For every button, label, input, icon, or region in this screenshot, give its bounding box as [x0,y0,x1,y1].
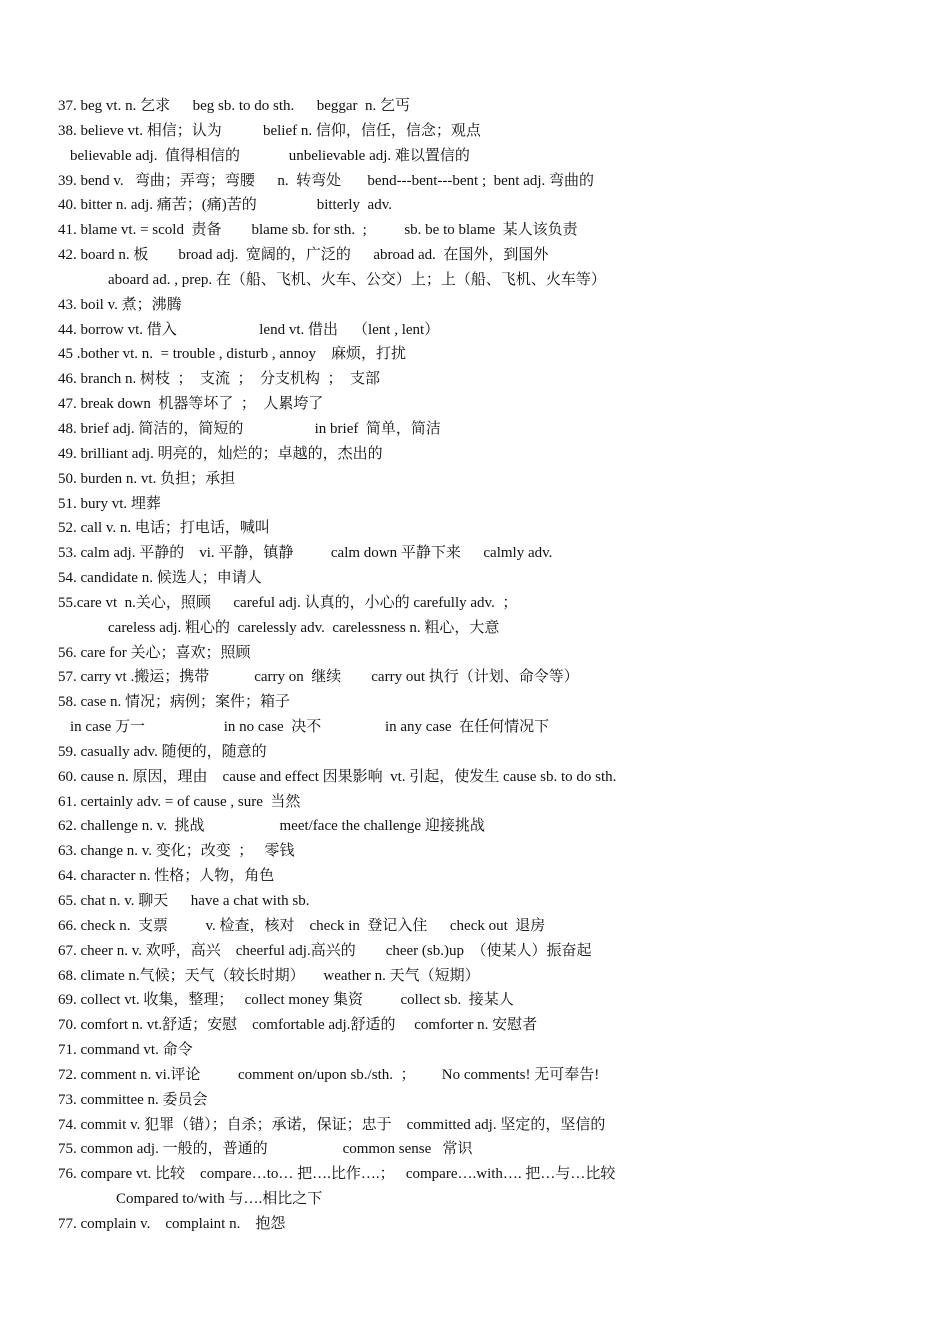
vocab-entry-41: 41. blame vt. = scold 责备 blame sb. for sth. ; sb. be to blame 某人该负责 [58,222,578,239]
vocab-entry-51: 51. bury vt. 埋葬 [58,495,161,512]
vocab-entry-38: 38. believe vt. 相信；认为 belief n. 信仰，信任，信念；观点 [58,122,481,139]
vocab-entry-42-continuation: aboard ad. , prep. 在（船、飞机、火车、公交）上；上（船、飞机、火车等） [108,271,606,288]
vocab-entry-47: 47. break down 机器等坏了 ； 人累垮了 [58,396,324,413]
vocab-entry-38-continuation: believable adj. 值得相信的 unbelievable adj. 难以置信的 [70,147,470,164]
vocab-entry-46: 46. branch n. 树枝 ； 支流 ； 分支机构 ； 支部 [58,371,381,388]
vocab-entry-43: 43. boil v. 煮；沸腾 [58,296,182,313]
vocabulary-list [58,94,918,1237]
vocab-entry-40: 40. bitter n. adj. 痛苦；(痛)苦的 bitterly adv. [58,197,392,214]
vocab-entry-39: 39. bend v. 弯曲；弄弯；弯腰 n. 转弯处 bend---bent---bent ; bent adj. 弯曲的 [58,172,595,189]
vocab-entry-64: 64. character n. 性格；人物，角色 [58,868,275,885]
vocab-entry-69: 69. collect vt. 收集，整理； collect money 集资 collect sb. 接某人 [58,992,514,1009]
vocab-entry-49: 49. brilliant adj. 明亮的，灿烂的；卓越的，杰出的 [58,445,383,462]
vocab-entry-52: 52. call v. n. 电话；打电话，喊叫 [58,520,270,537]
vocab-entry-44: 44. borrow vt. 借入 lend vt. 借出 （lent , lent） [58,321,440,338]
vocab-entry-48: 48. brief adj. 简洁的，简短的 in brief 简单，简洁 [58,420,441,437]
vocab-entry-72: 72. comment n. vi.评论 comment on/upon sb./sth. ； No comments! 无可奉告! [58,1066,600,1083]
vocab-entry-58-continuation: in case 万一 in no case 决不 in any case 在任何情况下 [70,719,550,736]
vocab-entry-59: 59. casually adv. 随便的，随意的 [58,743,267,760]
vocab-entry-57: 57. carry vt .搬运；携带 carry on 继续 carry out 执行（计划、命令等） [58,669,579,686]
vocab-entry-55: 55.care vt n.关心，照顾 careful adj. 认真的，小心的 carefully adv. ； [58,594,518,611]
vocab-entry-71: 71. command vt. 命令 [58,1042,193,1059]
vocab-entry-42: 42. board n. 板 broad adj. 宽阔的，广泛的 abroad ad. 在国外，到国外 [58,247,549,264]
vocab-entry-63: 63. change n. v. 变化；改变 ； 零钱 [58,843,295,860]
vocab-entry-76: 76. compare vt. 比较 compare…to… 把….比作….； compare….with…. 把…与…比较 [58,1166,616,1183]
vocab-entry-61: 61. certainly adv. = of cause , sure 当然 [58,793,301,810]
vocab-entry-58: 58. case n. 情况；病例；案件；箱子 [58,694,291,711]
vocab-entry-60: 60. cause n. 原因，理由 cause and effect 因果影响 vt. 引起，使发生 cause sb. to do sth. [58,768,617,785]
vocab-entry-37: 37. beg vt. n. 乞求 beg sb. to do sth. beggar n. 乞丐 [58,98,411,114]
vocab-entry-74: 74. commit v. 犯罪（错）；自杀；承诺，保证；忠于 committed adj. 坚定的，坚信的 [58,1116,606,1133]
vocab-entry-75: 75. common adj. 一般的，普通的 common sense 常识 [58,1141,473,1158]
vocab-entry-62: 62. challenge n. v. 挑战 meet/face the challenge 迎接挑战 [58,818,485,835]
vocab-entry-66: 66. check n. 支票 v. 检查，核对 check in 登记入住 check out 退房 [58,917,546,934]
vocab-entry-76-continuation: Compared to/with 与….相比之下 [116,1191,323,1208]
vocab-entry-70: 70. comfort n. vt.舒适；安慰 comfortable adj.舒适的 comforter n. 安慰者 [58,1017,538,1034]
vocab-entry-56: 56. care for 关心；喜欢；照顾 [58,644,251,661]
vocab-entry-77: 77. complain v. complaint n. 抱怨 [58,1215,286,1232]
vocab-entry-50: 50. burden n. vt. 负担；承担 [58,470,236,487]
vocab-entry-73: 73. committee n. 委员会 [58,1091,208,1108]
vocab-entry-54: 54. candidate n. 候选人；申请人 [58,570,262,587]
vocab-entry-67: 67. cheer n. v. 欢呼，高兴 cheerful adj.高兴的 cheer (sb.)up （使某人）振奋起 [58,942,592,959]
vocab-entry-45: 45 .bother vt. n. = trouble , disturb , annoy 麻烦，打扰 [58,346,407,363]
vocab-entry-53: 53. calm adj. 平静的 vi. 平静，镇静 calm down 平静下来 calmly adv. [58,545,553,562]
vocab-entry-55-continuation: careless adj. 粗心的 carelessly adv. carelessness n. 粗心，大意 [108,619,500,636]
vocab-entry-68: 68. climate n.气候；天气（较长时期） weather n. 天气（短期） [58,967,480,984]
vocab-entry-65: 65. chat n. v. 聊天 have a chat with sb. [58,893,310,909]
